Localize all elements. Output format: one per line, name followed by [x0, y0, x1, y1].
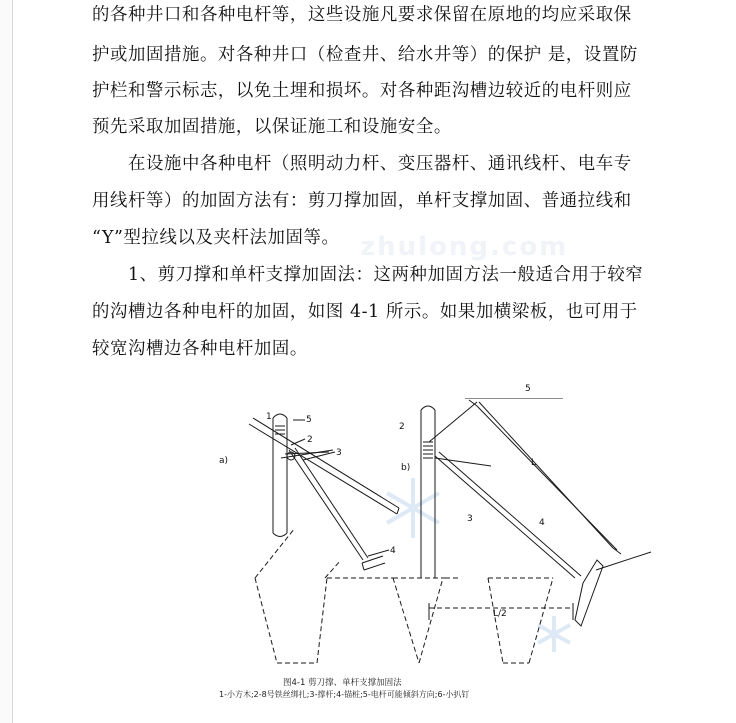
figure-label: 3	[467, 514, 473, 524]
dimension-line-b	[465, 398, 651, 570]
figure-caption-title: 图4-1 剪刀撑、单杆支撑加固法	[283, 678, 402, 688]
figure-drawing	[233, 398, 663, 723]
text-line: 较宽沟槽边各种电杆加固。	[92, 339, 308, 359]
text-line: 在设施中各种电杆（照明动力杆、变压器杆、通讯线杆、电车专	[128, 154, 632, 174]
pole-b	[421, 406, 435, 578]
scissor-brace	[249, 418, 399, 560]
trench-outline-b	[393, 578, 573, 663]
text-line: 1、剪刀撑和单杆支撑加固法：这两种加固方法一般适合用于较窄	[128, 265, 644, 285]
text-line: 的沟槽边各种电杆的加固，如图 4-1 所示。如果加横梁板，也可用于	[92, 302, 638, 322]
text-line: “Y”型拉线以及夹杆法加固等。	[92, 228, 340, 248]
figure-caption-legend: 1-小方木;2-8号铁丝绑扎;3-撑杆;4-锚桩;5-电杆可能倾斜方向;6-小扒钉	[219, 690, 470, 699]
single-brace-b	[429, 402, 613, 578]
anchor-stake-b	[575, 560, 603, 626]
figure-label: 1	[266, 412, 272, 422]
text-line: 预先采取加固措施，以保证施工和设施安全。	[92, 117, 452, 137]
watermark-snowflake	[538, 616, 570, 652]
figure-label: 3	[336, 448, 342, 458]
figure-label-b: b)	[401, 463, 411, 473]
watermark-snowflake	[387, 478, 439, 538]
figure-label: 4	[539, 518, 545, 528]
figure-label: L	[531, 458, 537, 468]
figure-label: 2	[399, 422, 405, 432]
figure-label: 4	[390, 546, 396, 556]
figure-4-1	[219, 384, 663, 723]
pole-a	[273, 414, 287, 537]
text-line: 用线杆等）的加固方法有：剪刀撑加固，单杆支撑加固、普通拉线和	[92, 191, 632, 211]
figure-label: 5	[525, 384, 531, 394]
figure-label: 2	[307, 435, 313, 445]
text-line: 护栏和警示标志，以免土埋和损坏。对各种距沟槽边较近的电杆则应	[92, 81, 632, 101]
page-margin-rule	[0, 0, 13, 723]
figure-label: L/2	[493, 609, 507, 619]
trench-outline-a	[255, 528, 443, 663]
figure-label-a: a)	[219, 456, 229, 466]
text-line: 护或加固措施。对各种井口（检查井、给水井等）的保护 是，设置防	[92, 45, 638, 65]
figure-label: 5	[306, 415, 312, 425]
watermark-text: zhulong.com	[360, 232, 569, 262]
text-line: 的各种井口和各种电杆等，这些设施凡要求保留在原地的均应采取保	[92, 5, 632, 25]
